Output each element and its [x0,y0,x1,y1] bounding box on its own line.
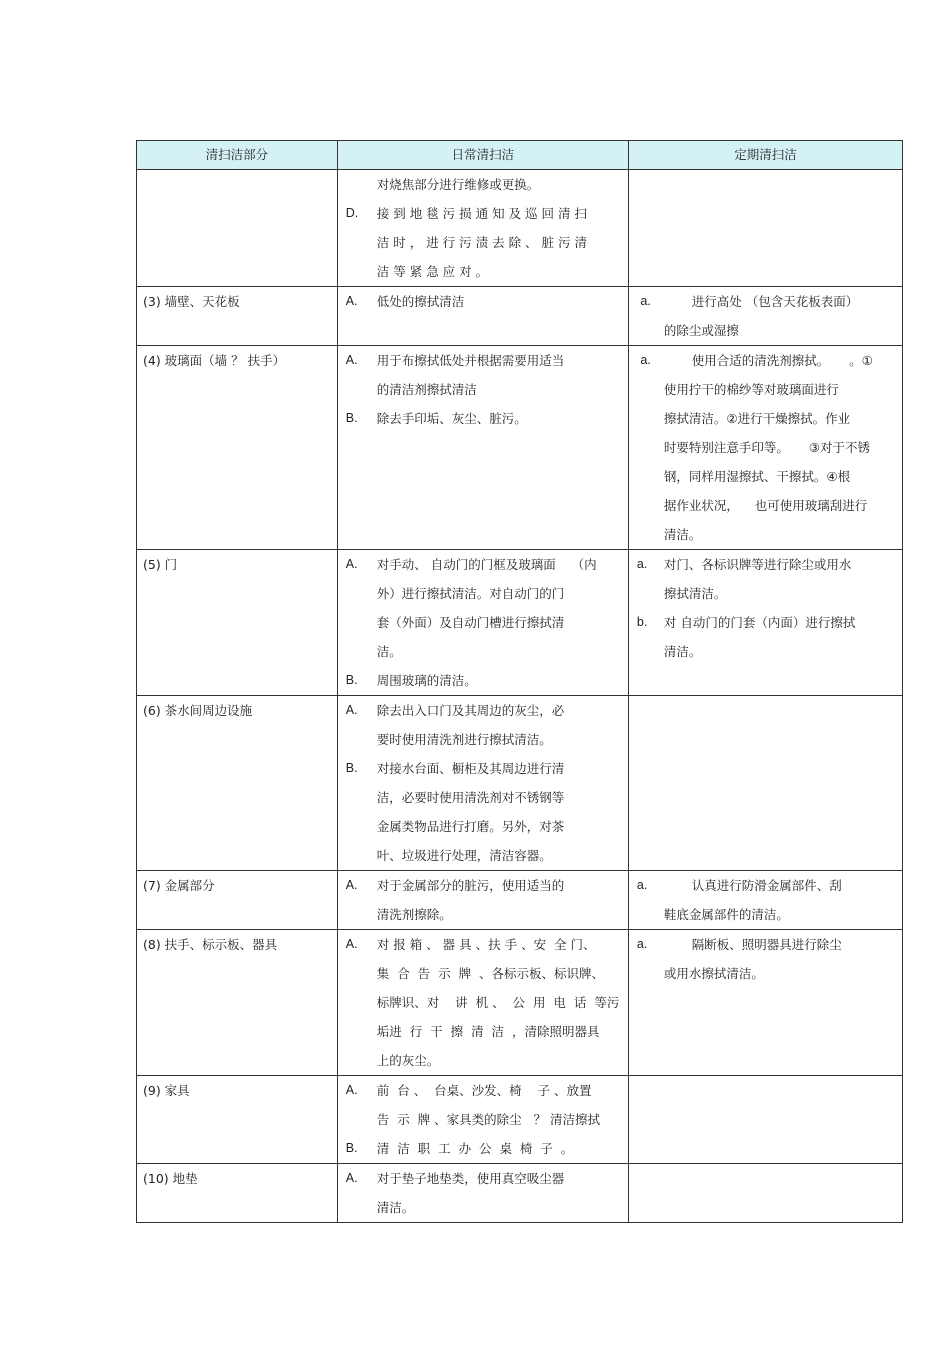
item-text [664,287,899,345]
item-text-line: 标牌识、对 讲 机 、 公 用 电 话 等污 [376,995,620,1010]
list-item [338,666,628,695]
item-text [377,1164,617,1222]
table-row [137,696,903,871]
item-marker: b. [636,615,648,629]
item-marker [338,170,377,199]
item-text [664,550,899,608]
item-text-line: 金属类物品进行打磨。另外，对茶 [376,819,565,834]
cell-cleaning-part [137,930,338,1076]
item-text [377,287,617,316]
item-text-line: 低处的擦拭清洁 [376,294,465,309]
cell-daily-cleaning [337,696,628,871]
cell-daily-cleaning [337,346,628,550]
item-text-line: 对手动、 自动门的门框及玻璃面 （内 [376,557,597,572]
item-text [377,666,617,695]
list-item [338,287,628,316]
item-text-line: 套（外面）及自动门槽进行擦拭清 [376,615,565,630]
table-row [137,346,903,550]
item-text [377,199,617,286]
list-item [338,1134,628,1163]
cell-daily-cleaning [337,871,628,930]
item-text-line: 洁。 [376,644,402,659]
item-text-line: 洁 等 紧 急 应 对 。 [376,264,489,279]
item-marker: B. [345,1141,358,1155]
item-text-line: 对于垫子地垫类，使用真空吸尘器 [376,1171,565,1186]
item-text-line: 洁 时 ， 进 行 污 渍 去 除 、 脏 污 清 [376,235,587,250]
item-marker: a. [636,937,648,951]
cleaning-part-label: (9) 家具 [143,1083,190,1098]
cell-daily-cleaning [337,550,628,696]
item-text-line: 叶、垃圾进行处理，清洁容器。 [376,848,552,863]
item-marker: A. [345,878,358,892]
table-row [137,1164,903,1223]
table-row [137,930,903,1076]
item-text-line: 前 台 、 台桌、沙发、椅 子 、放置 [376,1083,592,1098]
item-text-line: 洁，必要时使用清洗剂对不锈钢等 [376,790,565,805]
header-periodic-cleaning: 定期清扫洁 [628,141,902,170]
table-row [137,1076,903,1164]
table-body [137,170,903,1223]
cell-daily-cleaning [337,1076,628,1164]
item-text-line: 集 合 告 示 牌 、各标示板、标识牌、 [376,966,605,981]
cell-periodic-cleaning [628,1076,902,1164]
item-text-line: 对于金属部分的脏污，使用适当的 [376,878,565,893]
item-text-line: 清 洁 职 工 办 公 桌 椅 子 。 [376,1141,574,1156]
item-text-line: 的除尘或湿擦 [663,323,739,338]
item-text [376,930,620,1075]
item-text-line: 要时使用清洗剂进行擦拭清洁。 [376,732,552,747]
list-item [338,199,628,286]
item-text [377,696,617,754]
header-cleaning-part: 清扫洁部分 [137,141,338,170]
item-text-line: 用于布擦拭低处并根据需要用适当 [376,353,565,368]
cell-periodic-cleaning [628,1164,902,1223]
item-text-line: 擦拭清洁。②进行干燥擦拭。作业 [663,411,851,426]
item-marker: A. [345,1083,358,1097]
item-marker: a. [636,294,651,308]
item-text-line: 外）进行擦拭清洁。对自动门的门 [376,586,565,601]
item-text [377,754,617,870]
item-text [377,871,617,929]
item-marker: A. [345,353,358,367]
item-text-line: 对 报 箱 、 器 具 、扶 手 、安 全 门、 [376,937,596,952]
item-text-line: 周围玻璃的清洁。 [376,673,477,688]
cell-cleaning-part [137,346,338,550]
cleaning-part-label: (10) 地垫 [143,1171,198,1186]
cell-periodic-cleaning [628,170,902,287]
list-item [629,608,902,666]
cleaning-part-label: (8) 扶手、标示板、器具 [143,937,278,952]
item-text-line: 对 自动门的门套（内面）进行擦拭 [663,615,856,630]
cell-daily-cleaning [337,930,628,1076]
item-text-line: 除去手印垢、灰尘、脏污。 [376,411,527,426]
item-marker: a. [636,353,651,367]
item-text-line: 认真进行防滑金属部件、刮 [663,878,842,893]
list-item [338,346,628,404]
item-text-line: 清洁。 [376,1200,415,1215]
cell-cleaning-part [137,1076,338,1164]
item-marker: A. [345,557,358,571]
item-text-line: 清洁。 [663,644,702,659]
list-item [338,930,628,1075]
item-text-line: 清洗剂擦除。 [376,907,452,922]
item-text-line: 对接水台面、橱柜及其周边进行清 [376,761,565,776]
cell-cleaning-part [137,871,338,930]
item-text-line: 时要特别注意手印等。 ③对于不锈 [663,440,870,455]
cell-periodic-cleaning [628,871,902,930]
cell-daily-cleaning [337,287,628,346]
table-row [137,871,903,930]
list-item [338,871,628,929]
cell-daily-cleaning [337,1164,628,1223]
cleaning-part-label: (3) 墙壁、天花板 [143,294,240,309]
item-marker: A. [345,1171,358,1185]
list-item [338,1164,628,1222]
list-item [629,871,902,929]
header-daily-cleaning: 日常清扫洁 [337,141,628,170]
item-text [664,871,899,929]
cell-periodic-cleaning [628,930,902,1076]
item-text [664,930,899,988]
item-text-line: 对烧焦部分进行维修或更换。 [376,177,540,192]
item-marker: a. [636,878,648,892]
item-text [377,550,617,666]
list-item [338,1076,628,1134]
list-item [338,550,628,666]
item-text-line: 或用水擦拭清洁。 [663,966,764,981]
item-text-line: 除去出入口门及其周边的灰尘，必 [376,703,565,718]
item-text-line: 接 到 地 毯 污 损 通 知 及 巡 回 清 扫 [376,206,587,221]
list-item [629,287,902,345]
item-text-line: 使用合适的清洗剂擦拭。 。① [663,353,873,368]
item-text-line: 使用拧干的棉纱等对玻璃面进行 [663,382,839,397]
item-text [377,346,617,404]
item-text-line: 上的灰尘。 [376,1053,440,1068]
item-text [377,1076,617,1134]
cleaning-part-label: (7) 金属部分 [143,878,215,893]
item-marker: A. [345,703,358,717]
item-marker: D. [345,206,359,220]
cell-cleaning-part [137,170,338,287]
cell-periodic-cleaning [628,346,902,550]
cell-periodic-cleaning [628,287,902,346]
item-text-line: 的清洁剂擦拭清洁 [376,382,477,397]
list-item [338,404,628,433]
item-marker: A. [345,937,358,951]
item-text [377,404,617,433]
item-text [377,1134,617,1163]
item-text [377,170,617,199]
item-marker: B. [345,761,358,775]
item-text-line: 垢进 行 干 擦 清 洁 ，清除照明器具 [376,1024,600,1039]
table-row [137,550,903,696]
item-marker: A. [345,294,358,308]
item-text [664,608,899,666]
list-item [338,696,628,754]
item-text-line: 擦拭清洁。 [663,586,727,601]
cell-cleaning-part [137,1164,338,1223]
list-item [338,754,628,870]
item-text-line: 隔断板、照明器具进行除尘 [663,937,842,952]
item-text-line: 清洁。 [663,527,702,542]
cell-periodic-cleaning [628,696,902,871]
item-text-line: 据作业状况， 也可使用玻璃刮进行 [663,498,868,513]
item-text-line: 对门、各标识牌等进行除尘或用水 [663,557,852,572]
item-text-line: 告 示 牌 、家具类的除尘 ？ 清洁擦拭 [376,1112,601,1127]
cleaning-part-label: (4) 玻璃面（墙 ？ 扶手） [143,353,286,368]
cell-periodic-cleaning [628,550,902,696]
table-header-row [137,141,903,170]
item-marker: B. [345,673,358,687]
item-marker: a. [636,557,648,571]
item-text [664,346,899,549]
cleaning-part-label: (5) 门 [143,557,178,572]
list-item [629,930,902,988]
cleaning-schedule-table [136,140,903,1223]
list-item [338,170,628,199]
item-text-line: 钢，同样用湿擦拭、干擦拭。④根 [663,469,851,484]
list-item [629,346,902,549]
table-row [137,287,903,346]
list-item [629,550,902,608]
item-marker: B. [345,411,358,425]
cleaning-part-label: (6) 茶水间周边设施 [143,703,253,718]
cell-cleaning-part [137,287,338,346]
item-text-line: 鞋底金属部件的清洁。 [663,907,789,922]
table-row [137,170,903,287]
cell-cleaning-part [137,696,338,871]
cell-cleaning-part [137,550,338,696]
cell-daily-cleaning [337,170,628,287]
item-text-line: 进行高处 （包含天花板表面） [663,294,859,309]
